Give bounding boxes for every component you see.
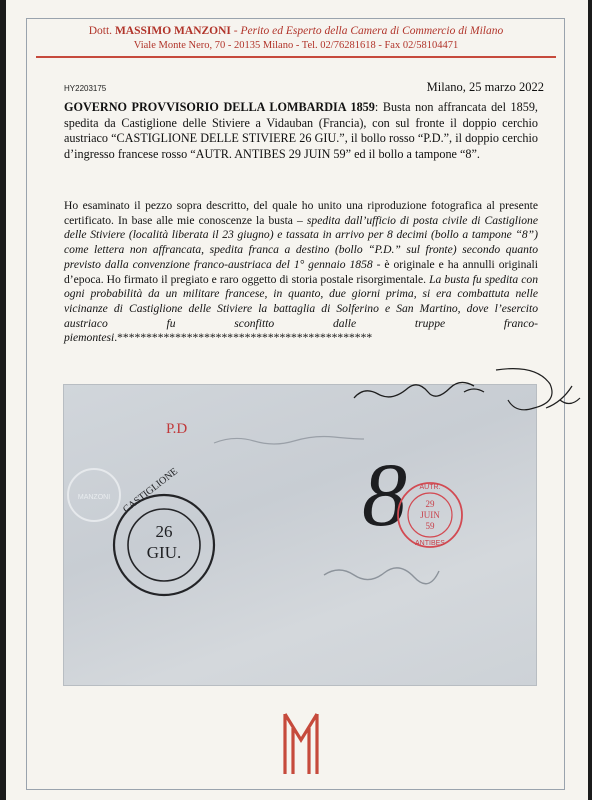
expert-name-line — [36, 25, 556, 37]
french-postmark — [398, 483, 462, 547]
embossed-seal-text: MANZONI — [77, 494, 111, 501]
french-year: 59 — [425, 521, 435, 531]
french-month: JUIN — [420, 510, 440, 520]
austrian-ring-text: CASTIGLIONE — [121, 465, 180, 516]
expert-signature — [346, 360, 586, 430]
expert-opinion — [64, 199, 538, 346]
austrian-month: GIU. — [146, 543, 182, 562]
opinion-part-3: - è originale e ha annulli originali d’epoca. Ho firmato il pregiato e raro oggetto di storia postale risorgimentale. — [64, 257, 538, 286]
austrian-postmark — [114, 466, 214, 595]
faint-handwriting-1 — [214, 437, 364, 445]
opinion-part-1: Ho esaminato il pezzo sopra descritto, del quale ho unito una riproduzione fotografica al presente certificato. In base alle mie conoscenze la busta – — [64, 199, 538, 227]
opinion-part-4: La busta fu spedita con ogni probabilità da un militare francese, in quanto, due giorni prima, si era combattuta nelle vicinanze di Castiglione delle Stiviere la battaglia di Solferino e San Martino, dove l’esercito austriaco fu sconfitto dalle truppe franco-piemontesi — [64, 272, 538, 345]
certificate-date: Milano, 25 marzo 2022 — [426, 80, 544, 94]
item-title: GOVERNO PROVVISORIO DELLA LOMBARDIA 1859 — [64, 100, 375, 114]
pd-mark: P.D — [166, 421, 188, 437]
signature-stroke-2 — [496, 369, 552, 410]
austrian-day: 26 — [155, 522, 173, 541]
opinion-part-5: .******************************************** — [114, 331, 373, 345]
french-top-text: AUTR. — [419, 484, 441, 491]
opinion-part-2: spedita dall’ufficio di posta civile di Castiglione delle Stiviere (località liberata il 23 giugno) e tassata in arrivo per 8 decimi (bollo a tampone “8”) come lettera non affrancata, spedita franca a destino (bollo “P.D.” sul fronte) secondo quanto previsto dalla convenzione franco-austriaca del 1° gennaio 1858 — [64, 213, 538, 271]
expert-name: MASSIMO MANZONI — [114, 25, 231, 37]
french-day: 29 — [425, 499, 435, 509]
logo-monogram-mark — [285, 714, 317, 774]
expert-title: - Perito ed Esperto della Camera di Commercio di Milano — [230, 25, 504, 37]
name-prefix: Dott. — [88, 25, 115, 37]
certificate-code: HY2203175 — [64, 84, 107, 93]
certificate-sheet — [6, 0, 588, 800]
item-description — [64, 100, 538, 162]
envelope-drawing — [64, 385, 536, 685]
expert-address: Viale Monte Nero, 70 - 20135 Milano - Tel. 02/76281618 - Fax 02/58104471 — [133, 40, 459, 51]
tax-numeral: 8 — [362, 446, 407, 545]
envelope-photo — [64, 385, 536, 685]
manzoni-logo — [281, 710, 321, 778]
french-bottom-text: ANTIBES — [415, 540, 445, 547]
header-divider — [36, 56, 556, 58]
signature-stroke-1 — [354, 382, 484, 398]
faint-handwriting-2 — [324, 568, 439, 584]
item-description-text: : Busta non affrancata del 1859, spedita da Castiglione delle Stiviere a Vidauban (Francia), con sul fronte il doppio cerchio austriaco “CASTIGLIONE DELLE STIVIERE 26 GIU.”, il bollo rosso “P.D.”, il doppio cerchio d’ingresso francese rosso “AUTR. ANTIBES 29 JUIN 59” ed il bollo a tampone “8”. — [64, 100, 538, 161]
